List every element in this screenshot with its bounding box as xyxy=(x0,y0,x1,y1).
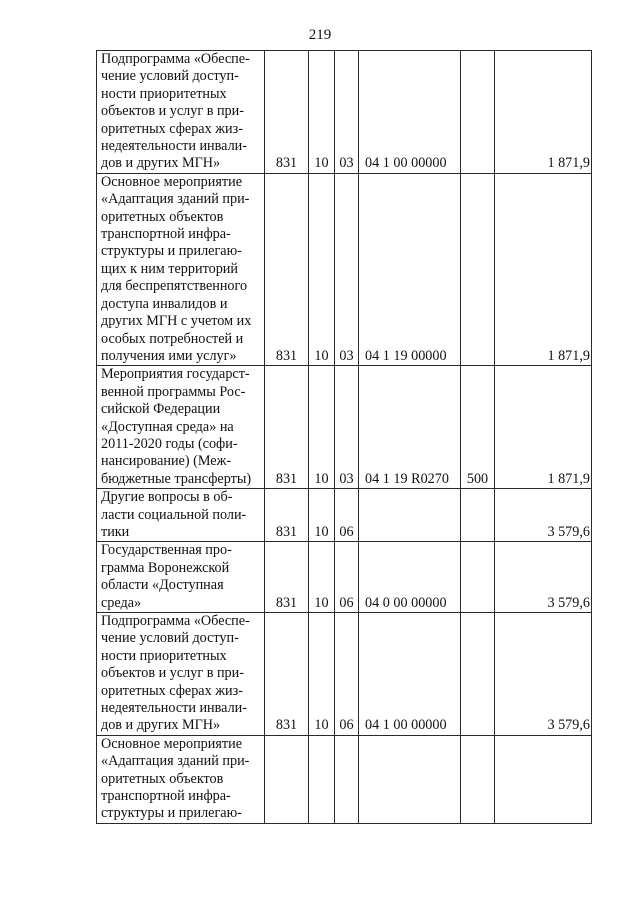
cell-subsection: 03 xyxy=(335,173,359,365)
cell-expense-type: 500 xyxy=(461,366,495,489)
item-name-line: щих к ним территорий xyxy=(101,260,238,277)
cell-subsection: 03 xyxy=(335,366,359,489)
table-row xyxy=(97,735,592,823)
item-name-line: получения ими услуг» xyxy=(101,347,237,364)
cell-item-name xyxy=(97,173,265,365)
table-row xyxy=(97,542,592,613)
item-name-line: тики xyxy=(101,523,130,540)
item-name-line: структуры и прилегаю- xyxy=(101,805,242,822)
item-name-line: Государственная про- xyxy=(101,542,232,559)
cell-subsection: 06 xyxy=(335,542,359,613)
cell-grbs: 831 xyxy=(265,542,309,613)
cell-expense-type xyxy=(461,489,495,542)
item-name-line: недеятельности инвали- xyxy=(101,138,247,155)
cell-amount: 1 871,9 xyxy=(495,173,592,365)
item-name-line: транспортной инфра- xyxy=(101,788,231,805)
item-name-line: объектов и услуг в при- xyxy=(101,103,244,120)
item-name-line: других МГН с учетом их xyxy=(101,313,252,330)
item-name-line: дов и других МГН» xyxy=(101,717,221,734)
item-name-line: чение условий доступ- xyxy=(101,68,239,85)
cell-grbs: 831 xyxy=(265,366,309,489)
cell-section: 10 xyxy=(309,173,335,365)
budget-table xyxy=(96,50,592,824)
item-name-line: дов и других МГН» xyxy=(101,155,221,172)
page-number: 219 xyxy=(308,27,332,43)
item-name-line: ности приоритетных xyxy=(101,647,227,664)
cell-expense-type xyxy=(461,613,495,736)
item-name-line: недеятельности инвали- xyxy=(101,700,247,717)
item-name-line: Другие вопросы в об- xyxy=(101,489,233,506)
item-name-line: 2011-2020 годы (софи- xyxy=(101,435,238,452)
item-name-line: «Адаптация зданий при- xyxy=(101,753,250,770)
item-name-line: оритетных объектов xyxy=(101,770,224,787)
cell-item-name xyxy=(97,51,265,174)
item-name-line: Подпрограмма «Обеспе- xyxy=(101,613,250,629)
cell-expense-type xyxy=(461,542,495,613)
cell-target-article: 04 1 00 00000 xyxy=(359,613,461,736)
cell-expense-type xyxy=(461,173,495,365)
table-row xyxy=(97,613,592,736)
item-name-line: оритетных сферах жиз- xyxy=(101,682,243,699)
cell-target-article xyxy=(359,735,461,823)
item-name-line: Основное мероприятие xyxy=(101,173,242,190)
item-name-line: «Доступная среда» на xyxy=(101,418,234,435)
item-name-line: нансирование) (Меж- xyxy=(101,453,232,470)
cell-grbs: 831 xyxy=(265,51,309,174)
cell-section: 10 xyxy=(309,489,335,542)
cell-subsection xyxy=(335,735,359,823)
item-name-line: оритетных сферах жиз- xyxy=(101,120,243,137)
cell-target-article: 04 1 19 00000 xyxy=(359,173,461,365)
item-name-line: области «Доступная xyxy=(101,577,224,594)
item-name-line: объектов и услуг в при- xyxy=(101,665,244,682)
cell-subsection: 06 xyxy=(335,613,359,736)
item-name-line: чение условий доступ- xyxy=(101,630,239,647)
cell-grbs: 831 xyxy=(265,613,309,736)
item-name-line: транспортной инфра- xyxy=(101,226,231,243)
item-name-line: ласти социальной поли- xyxy=(101,506,247,523)
cell-grbs: 831 xyxy=(265,173,309,365)
item-name-line: Подпрограмма «Обеспе- xyxy=(101,51,250,67)
item-name-line: доступа инвалидов и xyxy=(101,295,228,312)
cell-target-article xyxy=(359,489,461,542)
item-name-line: Основное мероприятие xyxy=(101,735,242,752)
item-name-line: структуры и прилегаю- xyxy=(101,243,242,260)
item-name-line: «Адаптация зданий при- xyxy=(101,191,250,208)
cell-target-article: 04 0 00 00000 xyxy=(359,542,461,613)
cell-item-name xyxy=(97,366,265,489)
cell-section: 10 xyxy=(309,542,335,613)
cell-expense-type xyxy=(461,735,495,823)
cell-target-article: 04 1 19 R0270 xyxy=(359,366,461,489)
cell-subsection: 06 xyxy=(335,489,359,542)
cell-subsection: 03 xyxy=(335,51,359,174)
item-name-line: ности приоритетных xyxy=(101,85,227,102)
cell-section: 10 xyxy=(309,366,335,489)
item-name-line: бюджетные трансферты) xyxy=(101,470,252,487)
item-name-line: для беспрепятственного xyxy=(101,278,248,295)
item-name-line: грамма Воронежской xyxy=(101,559,230,576)
cell-amount: 1 871,9 xyxy=(495,366,592,489)
cell-grbs xyxy=(265,735,309,823)
item-name-line: оритетных объектов xyxy=(101,208,224,225)
table-row xyxy=(97,366,592,489)
cell-amount: 3 579,6 xyxy=(495,542,592,613)
cell-amount: 1 871,9 xyxy=(495,51,592,174)
cell-amount xyxy=(495,735,592,823)
item-name-line: среда» xyxy=(101,594,142,611)
cell-target-article: 04 1 00 00000 xyxy=(359,51,461,174)
cell-expense-type xyxy=(461,51,495,174)
item-name-line: сийской Федерации xyxy=(101,401,221,418)
cell-item-name xyxy=(97,735,265,823)
cell-item-name xyxy=(97,489,265,542)
cell-amount: 3 579,6 xyxy=(495,613,592,736)
table-row xyxy=(97,173,592,365)
item-name-line: особых потребностей и xyxy=(101,330,244,347)
cell-item-name xyxy=(97,613,265,736)
cell-section xyxy=(309,735,335,823)
item-name-line: венной программы Рос- xyxy=(101,383,246,400)
item-name-line: Мероприятия государст- xyxy=(101,366,250,383)
cell-grbs: 831 xyxy=(265,489,309,542)
cell-item-name xyxy=(97,542,265,613)
cell-section: 10 xyxy=(309,51,335,174)
cell-amount: 3 579,6 xyxy=(495,489,592,542)
cell-section: 10 xyxy=(309,613,335,736)
table-row xyxy=(97,51,592,174)
table-row xyxy=(97,489,592,542)
